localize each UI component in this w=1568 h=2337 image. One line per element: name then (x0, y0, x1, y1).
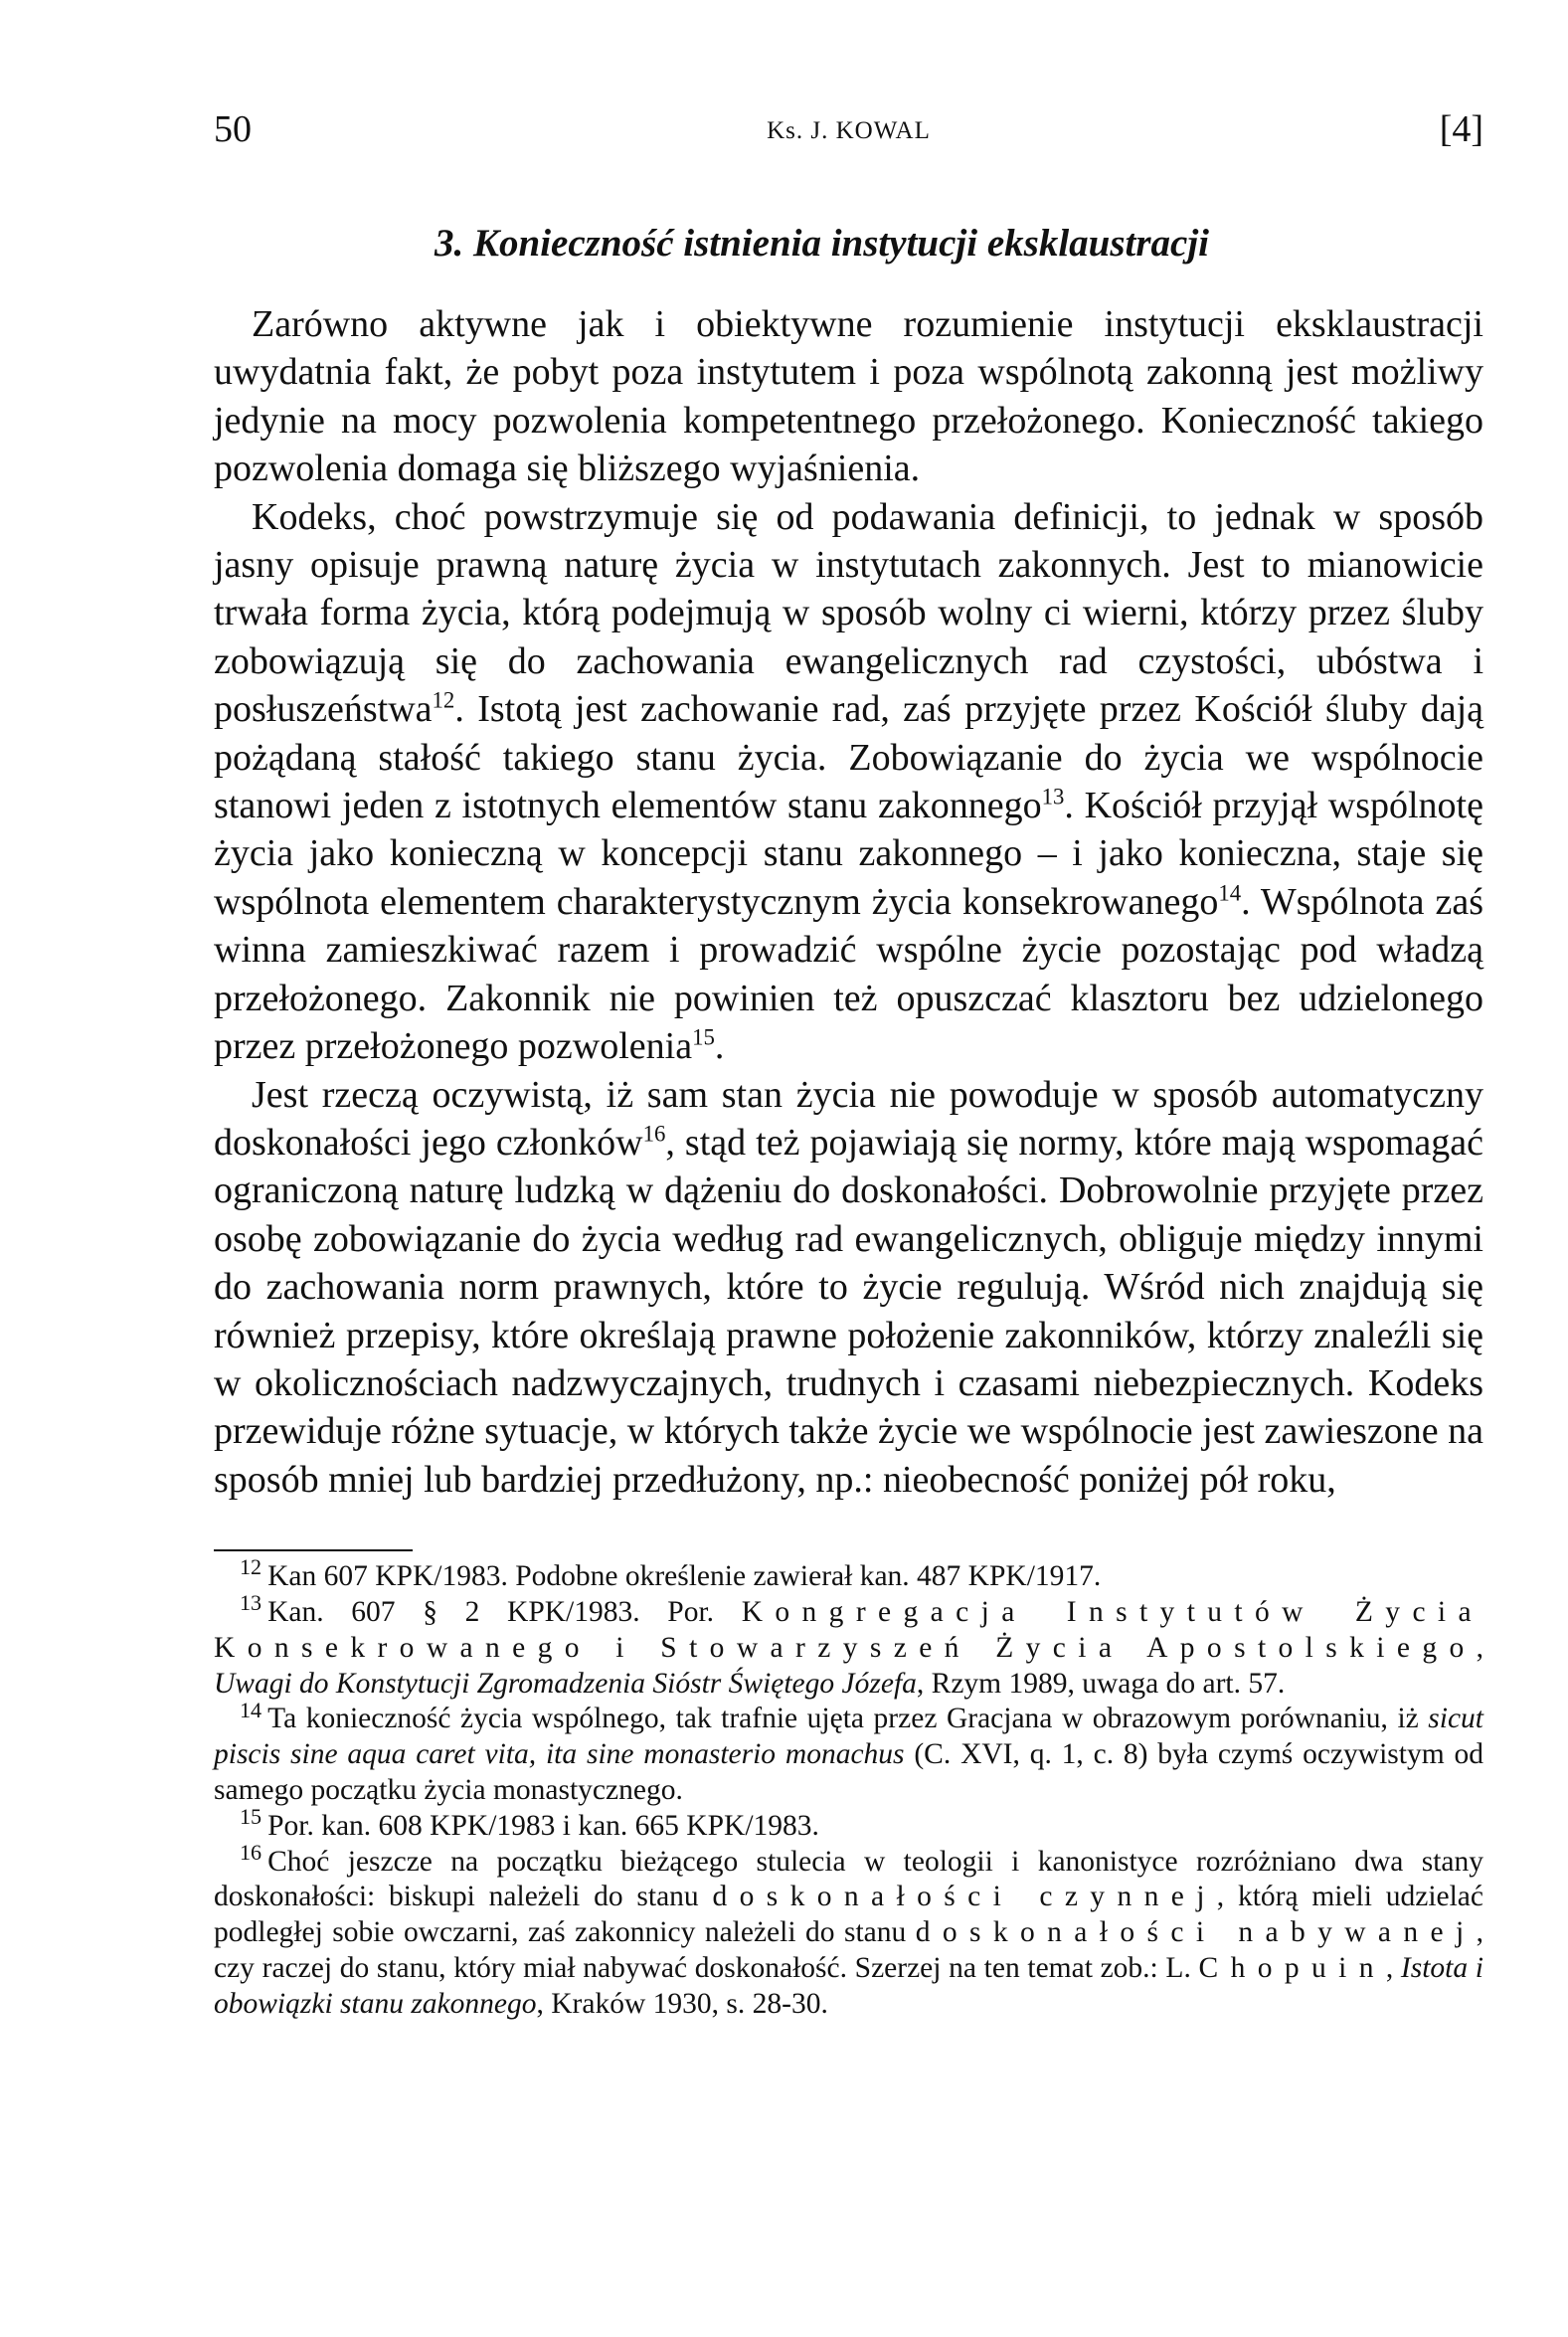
footnote-title-italic: Uwagi do Konstytucji Zgromadzenia Sióstr Świętego Józefa (214, 1667, 917, 1700)
footnote-author-spaced: Kongregacja Instytutów Życia Konsekrowanego i Stowarzyszeń Życia Apostolskiego (214, 1595, 1484, 1664)
section-title: Konieczność istnienia instytucji eksklaustracji (473, 222, 1210, 265)
footnotes (214, 1554, 1484, 2022)
footnote-12 (214, 1554, 1483, 1595)
paragraph-text: , stąd też pojawiają się normy, które mają wspomagać ograniczoną naturę ludzką w dążeniu do doskonałości. Dobrowolnie przyjęte przez osobę zobowiązanie do życia według rad ewangelicznych, obliguje między innymi do zachowania norm prawnych, które to życie regulują. Wśród nich znajdują się również przepisy, które określają prawne położenie zakonników, którzy znaleźli się w okolicznościach nadzwyczajnych, trudnych i czasami niebezpiecznych. Kodeks przewiduje różne sytuacje, w których także życie we wspólnocie jest zawieszone na sposób mniej lub bardziej przedłużony, np.: nieobecność poniżej pół roku, (214, 1121, 1483, 1501)
body-paragraph-1: Zarówno aktywne jak i obiektywne rozumienie instytucji eksklaustracji uwydatnia fakt, że pobyt poza instytutem i poza wspólnotą zakonną jest możliwy jedynie na mocy pozwolenia kompetentnego przełożonego. Konieczność takiego pozwolenia domaga się bliższego wyjaśnienia. (214, 303, 1483, 490)
footnote-number: 15 (240, 1803, 262, 1829)
footnote-ref-15: 15 (692, 1024, 715, 1050)
footnote-text: , (1385, 1951, 1401, 1984)
running-header (214, 107, 1483, 157)
footnote-number: 16 (240, 1839, 262, 1865)
footnote-term-spaced: doskonałości czynnej (712, 1881, 1217, 1913)
footnote-14 (214, 1697, 1484, 1808)
footnote-15 (214, 1803, 1483, 1845)
footnote-title-italic: Istota i obowiązki stanu zakonnego (214, 1951, 1483, 2020)
footnote-text: , Kraków 1930, s. 28-30. (536, 1987, 828, 2020)
footnote-author-spaced: Chopuin (1198, 1951, 1386, 1984)
footnote-ref-14: 14 (1218, 880, 1242, 906)
footnote-number: 12 (240, 1554, 262, 1580)
page-number: 50 (214, 108, 252, 150)
footnote-term-spaced: doskonałości nabywanej (915, 1916, 1477, 1949)
paragraph-text: . Wspólnota zaś winna zamieszkiwać razem i prowadzić wspólne życie pozostając pod władzą przełożonego. Zakonnik nie powinien też opuszczać klasztoru bez udzielonego przez przełożonego pozwolenia (214, 880, 1483, 1068)
footnote-ref-13: 13 (1041, 784, 1065, 809)
section-heading (435, 219, 1483, 269)
body-paragraph-3 (214, 1071, 1483, 1505)
paragraph-text: . (714, 1025, 725, 1068)
footnote-separator (214, 1549, 413, 1551)
footnote-number: 13 (240, 1590, 262, 1616)
footnote-text: (C. XVI, q. 1, c. 8) była czymś oczywistym od samego początku życia monastycznego. (214, 1738, 1484, 1806)
footnote-ref-16: 16 (642, 1121, 666, 1147)
footnote-16 (214, 1839, 1483, 2023)
footnote-quote-italic: sicut piscis sine aqua caret vita, ita sine monasterio monachus (214, 1703, 1483, 1771)
footnote-text: Ta konieczność życia wspólnego, tak trafnie ujęta przez Gracjana w obrazowym porównaniu, iż (267, 1703, 1429, 1735)
paragraph-text: . Kościół przyjął wspólnotę życia jako konieczną w koncepcji stanu zakonnego – i jako konieczna, staje się wspólnota elementem charakterystycznym życia konsekrowanego (214, 785, 1483, 923)
page-reference: [4] (1439, 108, 1483, 150)
body-paragraph-2 (214, 493, 1483, 1071)
section-number: 3. (435, 222, 464, 265)
paragraph-text: . Istotą jest zachowanie rad, zaś przyjęte przez Kościół śluby dają pożądaną stałość takiego stanu życia. Zobowiązanie do życia we wspólnocie stanowi jeden z istotnych elementów stanu zakonnego (214, 688, 1483, 827)
paragraph-text: Jest rzeczą oczywistą, iż sam stan życia nie powoduje w sposób automatyczny doskonałości jego członków (214, 1073, 1483, 1164)
footnote-text: , czy raczej do stanu, który miał nabywać doskonałość. Szerzej na ten temat zob.: L. (214, 1916, 1483, 1984)
footnote-text: Kan. 607 § 2 KPK/1983. Por. (267, 1595, 742, 1628)
paragraph-text: Kodeks, choć powstrzymuje się od podawania definicji, to jednak w sposób jasny opisuje prawną naturę życia w instytutach zakonnych. Jest to mianowicie trwała forma życia, którą podejmują w sposób wolny ci wierni, którzy przez śluby zobowiązują się do zachowania ewangelicznych rad czystości, ubóstwa i posłuszeństwa (214, 495, 1483, 731)
footnote-text: Kan 607 KPK/1983. Podobne określenie zawierał kan. 487 KPK/1917. (267, 1560, 1102, 1593)
footnote-13 (214, 1590, 1484, 1702)
footnote-number: 14 (240, 1697, 262, 1722)
main-content (214, 219, 1483, 2023)
footnote-text: , (1476, 1631, 1483, 1664)
running-head-author: Ks. J. KOWAL (767, 117, 931, 144)
footnote-text: Por. kan. 608 KPK/1983 i kan. 665 KPK/1983. (267, 1809, 819, 1842)
footnote-text: , którą mieli udzielać podległej sobie owczarni, zaś zakonnicy należeli do stanu (214, 1881, 1483, 1949)
footnote-text: Choć jeszcze na początku bieżącego stulecia w teologii i kanonistyce rozróżniano dwa stany doskonałości: biskupi należeli do stanu (214, 1845, 1483, 1913)
footnote-text: , Rzym 1989, uwaga do art. 57. (916, 1667, 1286, 1700)
footnote-ref-12: 12 (432, 687, 455, 713)
